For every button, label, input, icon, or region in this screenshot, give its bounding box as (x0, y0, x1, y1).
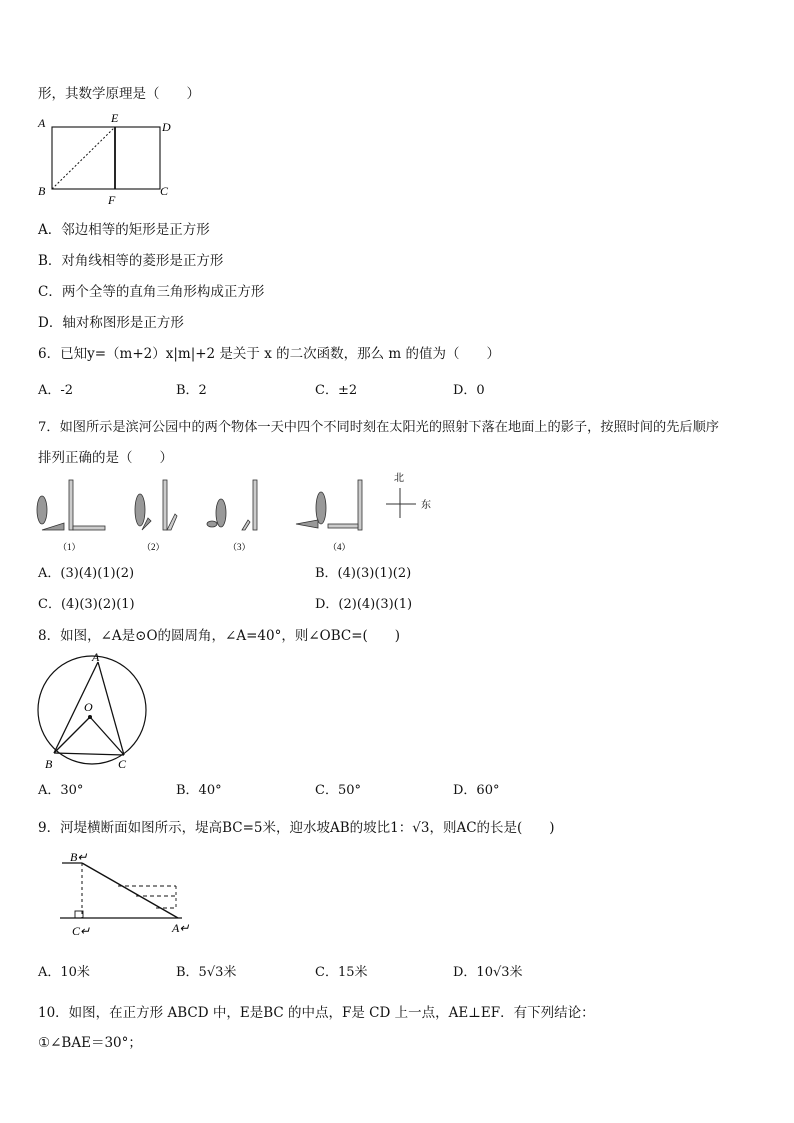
compass-east-label: 东 (421, 500, 431, 511)
q8-stem: 8．如图，∠A是⊙O的圆周角，∠A=40°，则∠OBC=( ) (38, 628, 401, 644)
label-c: C (118, 757, 127, 771)
shadow-scene-3 (207, 480, 257, 530)
q8-option-d: D．60° (453, 783, 500, 798)
q5-option-a: A．邻边相等的矩形是正方形 (38, 222, 210, 238)
center-point (88, 715, 92, 719)
q6-option-a: A．-2 (38, 383, 74, 398)
q6-option-d: D．0 (453, 383, 485, 398)
q10-stem: 10．如图，在正方形 ABCD 中，E是BC 的中点，F是 CD 上一点，AE⊥EF．有下列结论： (38, 1005, 595, 1021)
q7-option-a: A．(3)(4)(1)(2) (38, 566, 135, 581)
q7-shadows-figure (30, 468, 440, 556)
label-d: D (162, 120, 171, 134)
q5-intro: 形，其数学原理是（ ） (38, 86, 200, 102)
q8-option-c: C．50° (315, 783, 361, 798)
dashed-line-be (52, 127, 115, 189)
q10-conclusion-1: ①∠BAE＝30°； (38, 1035, 142, 1051)
q6-option-c: C．±2 (315, 383, 358, 398)
q7-option-b: B．(4)(3)(1)(2) (315, 566, 412, 581)
q8-circle-figure (32, 648, 152, 772)
label-b: B↵ (70, 850, 88, 864)
scene-label-4: （4） (328, 542, 351, 552)
q5-option-d: D．轴对称图形是正方形 (38, 315, 184, 331)
q5-option-c: C．两个全等的直角三角形构成正方形 (38, 284, 265, 300)
label-b: B (45, 757, 53, 771)
label-a: A (92, 650, 100, 664)
compass-icon (386, 472, 431, 518)
shadow-scene-1 (37, 480, 105, 530)
q8-option-a: A．30° (38, 783, 84, 798)
label-c: C (160, 184, 169, 198)
scene-label-2: （2） (142, 542, 165, 552)
q7-option-d: D．(2)(4)(3)(1) (315, 597, 413, 612)
q5-option-b: B．对角线相等的菱形是正方形 (38, 253, 224, 269)
q6-stem: 6．已知y=（m+2）x|m|+2 是关于 x 的二次函数，那么 m 的值为（ ） (38, 346, 501, 362)
q7-stem-line1: 7．如图所示是滨河公园中的两个物体一天中四个不同时刻在太阳光的照射下落在地面上的影子，按照时间的先后顺序 (38, 420, 719, 435)
q9-option-c: C．15米 (315, 965, 368, 980)
label-b: B (38, 184, 46, 198)
rectangle-abcd (52, 127, 160, 189)
label-a: A (38, 116, 46, 130)
q9-option-a: A．10米 (38, 965, 90, 980)
slope-ab (82, 863, 178, 918)
q9-option-b: B．5√3米 (176, 965, 237, 980)
scene-label-3: （3） (228, 542, 251, 552)
q8-option-b: B．40° (176, 783, 222, 798)
scene-label-1: （1） (58, 542, 81, 552)
q6-option-b: B．2 (176, 383, 207, 398)
q7-stem-line2: 排列正确的是（ ） (38, 450, 173, 466)
q9-stem: 9．河堤横断面如图所示，堤高BC=5米，迎水坡AB的坡比1：√3，则AC的长是( ) (38, 820, 555, 836)
q9-option-d: D．10√3米 (453, 965, 523, 980)
shadow-scene-4 (296, 480, 362, 530)
label-f: F (108, 193, 116, 207)
label-c: C↵ (72, 924, 91, 938)
label-o: O (84, 700, 93, 714)
q7-option-c: C．(4)(3)(2)(1) (38, 597, 135, 612)
label-e: E (111, 111, 119, 125)
shadow-scene-2 (135, 480, 177, 530)
q9-embankment-figure (56, 846, 206, 940)
compass-north-label: 北 (394, 473, 404, 484)
label-a: A↵ (172, 921, 190, 935)
q5-rectangle-figure (34, 110, 184, 210)
